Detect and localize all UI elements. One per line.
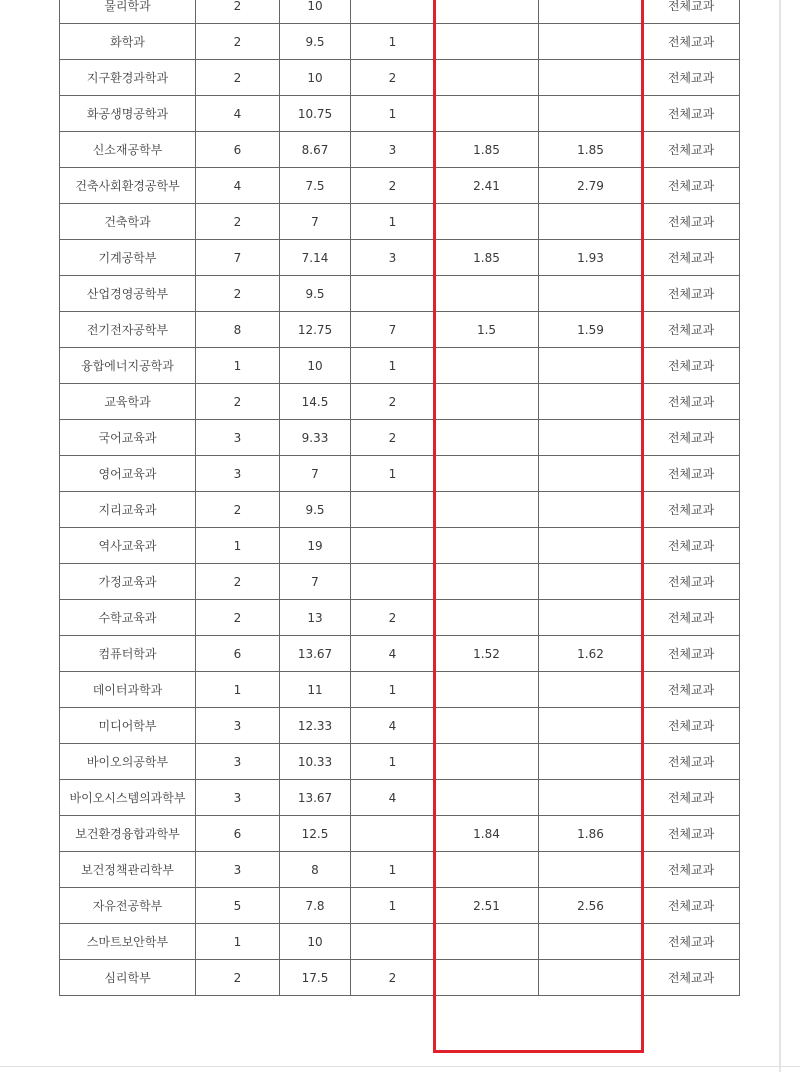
table-row — [60, 492, 740, 528]
additional-pass-cell: 2 — [351, 960, 435, 996]
quota-cell: 1 — [196, 924, 280, 960]
quota-cell: 2 — [196, 384, 280, 420]
quota-cell: 6 — [196, 636, 280, 672]
department-cell: 보건정책관리학부 — [60, 852, 196, 888]
quota-cell: 2 — [196, 492, 280, 528]
quota-cell: 1 — [196, 528, 280, 564]
competition-ratio-cell: 10 — [280, 0, 351, 24]
additional-pass-cell: 1 — [351, 348, 435, 384]
competition-ratio-cell: 10.75 — [280, 96, 351, 132]
additional-pass-cell: 4 — [351, 780, 435, 816]
grade-cut-50-cell: 1.85 — [435, 240, 539, 276]
table-row — [60, 240, 740, 276]
competition-ratio-cell: 7 — [280, 564, 351, 600]
additional-pass-cell: 1 — [351, 852, 435, 888]
table-row — [60, 312, 740, 348]
reflected-subjects-cell: 전체교과 — [643, 708, 740, 744]
reflected-subjects-cell: 전체교과 — [643, 60, 740, 96]
grade-cut-50-cell — [435, 60, 539, 96]
department-cell: 역사교육과 — [60, 528, 196, 564]
quota-cell: 3 — [196, 744, 280, 780]
grade-cut-50-cell — [435, 384, 539, 420]
additional-pass-cell — [351, 924, 435, 960]
additional-pass-cell: 1 — [351, 204, 435, 240]
grade-cut-70-cell — [539, 276, 643, 312]
reflected-subjects-cell: 전체교과 — [643, 492, 740, 528]
additional-pass-cell: 4 — [351, 636, 435, 672]
additional-pass-cell: 2 — [351, 384, 435, 420]
table-row — [60, 384, 740, 420]
reflected-subjects-cell: 전체교과 — [643, 132, 740, 168]
department-cell: 화공생명공학과 — [60, 96, 196, 132]
grade-cut-70-cell — [539, 564, 643, 600]
competition-ratio-cell: 7.8 — [280, 888, 351, 924]
quota-cell: 2 — [196, 204, 280, 240]
grade-cut-50-cell: 1.5 — [435, 312, 539, 348]
competition-ratio-cell: 10 — [280, 924, 351, 960]
competition-ratio-cell: 10.33 — [280, 744, 351, 780]
department-cell: 컴퓨터학과 — [60, 636, 196, 672]
competition-ratio-cell: 11 — [280, 672, 351, 708]
additional-pass-cell: 1 — [351, 96, 435, 132]
competition-ratio-cell: 9.5 — [280, 276, 351, 312]
quota-cell: 2 — [196, 0, 280, 24]
quota-cell: 2 — [196, 600, 280, 636]
grade-cut-50-cell — [435, 960, 539, 996]
quota-cell: 8 — [196, 312, 280, 348]
reflected-subjects-cell: 전체교과 — [643, 960, 740, 996]
competition-ratio-cell: 10 — [280, 348, 351, 384]
reflected-subjects-cell: 전체교과 — [643, 924, 740, 960]
additional-pass-cell: 1 — [351, 456, 435, 492]
table-row — [60, 456, 740, 492]
competition-ratio-cell: 12.5 — [280, 816, 351, 852]
reflected-subjects-cell: 전체교과 — [643, 456, 740, 492]
reflected-subjects-cell: 전체교과 — [643, 420, 740, 456]
grade-cut-50-cell: 2.51 — [435, 888, 539, 924]
department-cell: 심리학부 — [60, 960, 196, 996]
table-body — [60, 0, 740, 996]
department-cell: 전기전자공학부 — [60, 312, 196, 348]
grade-cut-50-cell — [435, 420, 539, 456]
additional-pass-cell — [351, 564, 435, 600]
grade-cut-70-cell — [539, 744, 643, 780]
grade-cut-70-cell: 1.93 — [539, 240, 643, 276]
additional-pass-cell — [351, 276, 435, 312]
grade-cut-50-cell — [435, 24, 539, 60]
quota-cell: 3 — [196, 852, 280, 888]
reflected-subjects-cell: 전체교과 — [643, 168, 740, 204]
department-cell: 기계공학부 — [60, 240, 196, 276]
quota-cell: 3 — [196, 780, 280, 816]
competition-ratio-cell: 8.67 — [280, 132, 351, 168]
grade-cut-70-cell — [539, 456, 643, 492]
table-row — [60, 708, 740, 744]
grade-cut-50-cell — [435, 492, 539, 528]
department-cell: 수학교육과 — [60, 600, 196, 636]
competition-ratio-cell: 10 — [280, 60, 351, 96]
grade-cut-70-cell — [539, 348, 643, 384]
reflected-subjects-cell: 전체교과 — [643, 672, 740, 708]
additional-pass-cell — [351, 816, 435, 852]
competition-ratio-cell: 9.33 — [280, 420, 351, 456]
reflected-subjects-cell: 전체교과 — [643, 744, 740, 780]
competition-ratio-cell: 17.5 — [280, 960, 351, 996]
quota-cell: 2 — [196, 60, 280, 96]
department-cell: 바이오의공학부 — [60, 744, 196, 780]
table-row — [60, 960, 740, 996]
quota-cell: 4 — [196, 168, 280, 204]
reflected-subjects-cell: 전체교과 — [643, 888, 740, 924]
grade-cut-70-cell — [539, 600, 643, 636]
table-row — [60, 780, 740, 816]
competition-ratio-cell: 12.75 — [280, 312, 351, 348]
department-cell: 교육학과 — [60, 384, 196, 420]
department-cell: 건축학과 — [60, 204, 196, 240]
grade-cut-50-cell: 2.41 — [435, 168, 539, 204]
competition-ratio-cell: 8 — [280, 852, 351, 888]
grade-cut-50-cell — [435, 276, 539, 312]
competition-ratio-cell: 9.5 — [280, 24, 351, 60]
table-row — [60, 888, 740, 924]
grade-cut-70-cell — [539, 708, 643, 744]
additional-pass-cell: 2 — [351, 168, 435, 204]
grade-cut-50-cell: 1.84 — [435, 816, 539, 852]
additional-pass-cell: 4 — [351, 708, 435, 744]
grade-cut-50-cell: 1.52 — [435, 636, 539, 672]
additional-pass-cell: 2 — [351, 420, 435, 456]
department-cell: 지리교육과 — [60, 492, 196, 528]
grade-cut-50-cell — [435, 528, 539, 564]
grade-cut-70-cell — [539, 672, 643, 708]
quota-cell: 3 — [196, 456, 280, 492]
additional-pass-cell: 1 — [351, 744, 435, 780]
grade-cut-50-cell — [435, 672, 539, 708]
department-cell: 보건환경융합과학부 — [60, 816, 196, 852]
reflected-subjects-cell: 전체교과 — [643, 528, 740, 564]
department-cell: 국어교육과 — [60, 420, 196, 456]
reflected-subjects-cell: 전체교과 — [643, 636, 740, 672]
grade-cut-70-cell — [539, 852, 643, 888]
department-cell: 영어교육과 — [60, 456, 196, 492]
grade-cut-70-cell — [539, 780, 643, 816]
quota-cell: 1 — [196, 348, 280, 384]
additional-pass-cell: 2 — [351, 600, 435, 636]
grade-cut-70-cell — [539, 420, 643, 456]
table-row — [60, 672, 740, 708]
grade-cut-70-cell — [539, 60, 643, 96]
competition-ratio-cell: 7 — [280, 204, 351, 240]
reflected-subjects-cell: 전체교과 — [643, 24, 740, 60]
reflected-subjects-cell: 전체교과 — [643, 312, 740, 348]
competition-ratio-cell: 7 — [280, 456, 351, 492]
grade-cut-50-cell — [435, 600, 539, 636]
table-row — [60, 420, 740, 456]
grade-cut-70-cell — [539, 96, 643, 132]
grade-cut-70-cell — [539, 528, 643, 564]
table-row — [60, 60, 740, 96]
quota-cell: 4 — [196, 96, 280, 132]
reflected-subjects-cell: 전체교과 — [643, 348, 740, 384]
department-cell: 산업경영공학부 — [60, 276, 196, 312]
table-row — [60, 744, 740, 780]
table-row — [60, 204, 740, 240]
table-row — [60, 564, 740, 600]
grade-cut-50-cell — [435, 0, 539, 24]
grade-cut-50-cell — [435, 564, 539, 600]
department-cell: 자유전공학부 — [60, 888, 196, 924]
competition-ratio-cell: 9.5 — [280, 492, 351, 528]
competition-ratio-cell: 14.5 — [280, 384, 351, 420]
table-row — [60, 0, 740, 24]
additional-pass-cell: 1 — [351, 888, 435, 924]
table-row — [60, 276, 740, 312]
quota-cell: 5 — [196, 888, 280, 924]
reflected-subjects-cell: 전체교과 — [643, 96, 740, 132]
department-cell: 화학과 — [60, 24, 196, 60]
grade-cut-70-cell: 1.86 — [539, 816, 643, 852]
table-row — [60, 852, 740, 888]
additional-pass-cell — [351, 492, 435, 528]
department-cell: 데이터과학과 — [60, 672, 196, 708]
grade-cut-50-cell — [435, 924, 539, 960]
grade-cut-50-cell — [435, 744, 539, 780]
grade-cut-50-cell — [435, 852, 539, 888]
additional-pass-cell: 2 — [351, 60, 435, 96]
table-row — [60, 924, 740, 960]
grade-cut-50-cell — [435, 348, 539, 384]
quota-cell: 2 — [196, 276, 280, 312]
grade-cut-70-cell: 2.56 — [539, 888, 643, 924]
quota-cell: 7 — [196, 240, 280, 276]
table-row — [60, 168, 740, 204]
table-row — [60, 348, 740, 384]
grade-cut-70-cell: 1.59 — [539, 312, 643, 348]
additional-pass-cell — [351, 0, 435, 24]
quota-cell: 1 — [196, 672, 280, 708]
grade-cut-70-cell: 2.79 — [539, 168, 643, 204]
grade-cut-70-cell — [539, 960, 643, 996]
quota-cell: 2 — [196, 564, 280, 600]
department-cell: 미디어학부 — [60, 708, 196, 744]
competition-ratio-cell: 7.5 — [280, 168, 351, 204]
department-cell: 가정교육과 — [60, 564, 196, 600]
reflected-subjects-cell: 전체교과 — [643, 600, 740, 636]
table-row — [60, 132, 740, 168]
department-cell: 바이오시스템의과학부 — [60, 780, 196, 816]
grade-cut-70-cell: 1.62 — [539, 636, 643, 672]
grade-cut-50-cell — [435, 708, 539, 744]
quota-cell: 2 — [196, 24, 280, 60]
department-cell: 융합에너지공학과 — [60, 348, 196, 384]
grade-cut-50-cell — [435, 96, 539, 132]
reflected-subjects-cell: 전체교과 — [643, 384, 740, 420]
competition-ratio-cell: 12.33 — [280, 708, 351, 744]
quota-cell: 3 — [196, 708, 280, 744]
competition-ratio-cell: 13 — [280, 600, 351, 636]
quota-cell: 6 — [196, 132, 280, 168]
reflected-subjects-cell: 전체교과 — [643, 780, 740, 816]
additional-pass-cell — [351, 528, 435, 564]
grade-cut-70-cell — [539, 384, 643, 420]
page-bottom-edge — [0, 1066, 800, 1067]
grade-cut-50-cell: 1.85 — [435, 132, 539, 168]
additional-pass-cell: 7 — [351, 312, 435, 348]
table-row — [60, 24, 740, 60]
quota-cell: 6 — [196, 816, 280, 852]
grade-cut-70-cell — [539, 204, 643, 240]
quota-cell: 3 — [196, 420, 280, 456]
competition-ratio-cell: 13.67 — [280, 636, 351, 672]
additional-pass-cell: 1 — [351, 672, 435, 708]
admission-results-table — [59, 0, 740, 996]
department-cell: 물리학과 — [60, 0, 196, 24]
additional-pass-cell: 3 — [351, 240, 435, 276]
table-row — [60, 528, 740, 564]
quota-cell: 2 — [196, 960, 280, 996]
department-cell: 스마트보안학부 — [60, 924, 196, 960]
additional-pass-cell: 1 — [351, 24, 435, 60]
additional-pass-cell: 3 — [351, 132, 435, 168]
reflected-subjects-cell: 전체교과 — [643, 816, 740, 852]
grade-cut-70-cell — [539, 492, 643, 528]
reflected-subjects-cell: 전체교과 — [643, 276, 740, 312]
reflected-subjects-cell: 전체교과 — [643, 240, 740, 276]
reflected-subjects-cell: 전체교과 — [643, 0, 740, 24]
grade-cut-70-cell — [539, 24, 643, 60]
department-cell: 건축사회환경공학부 — [60, 168, 196, 204]
table-row — [60, 600, 740, 636]
grade-cut-50-cell — [435, 204, 539, 240]
reflected-subjects-cell: 전체교과 — [643, 204, 740, 240]
page-right-edge — [779, 0, 781, 1072]
table-row — [60, 816, 740, 852]
grade-cut-50-cell — [435, 456, 539, 492]
grade-cut-70-cell: 1.85 — [539, 132, 643, 168]
grade-cut-70-cell — [539, 924, 643, 960]
grade-cut-50-cell — [435, 780, 539, 816]
department-cell: 지구환경과학과 — [60, 60, 196, 96]
department-cell: 신소재공학부 — [60, 132, 196, 168]
competition-ratio-cell: 7.14 — [280, 240, 351, 276]
reflected-subjects-cell: 전체교과 — [643, 564, 740, 600]
reflected-subjects-cell: 전체교과 — [643, 852, 740, 888]
table-row — [60, 636, 740, 672]
grade-cut-70-cell — [539, 0, 643, 24]
competition-ratio-cell: 19 — [280, 528, 351, 564]
table-row — [60, 96, 740, 132]
competition-ratio-cell: 13.67 — [280, 780, 351, 816]
